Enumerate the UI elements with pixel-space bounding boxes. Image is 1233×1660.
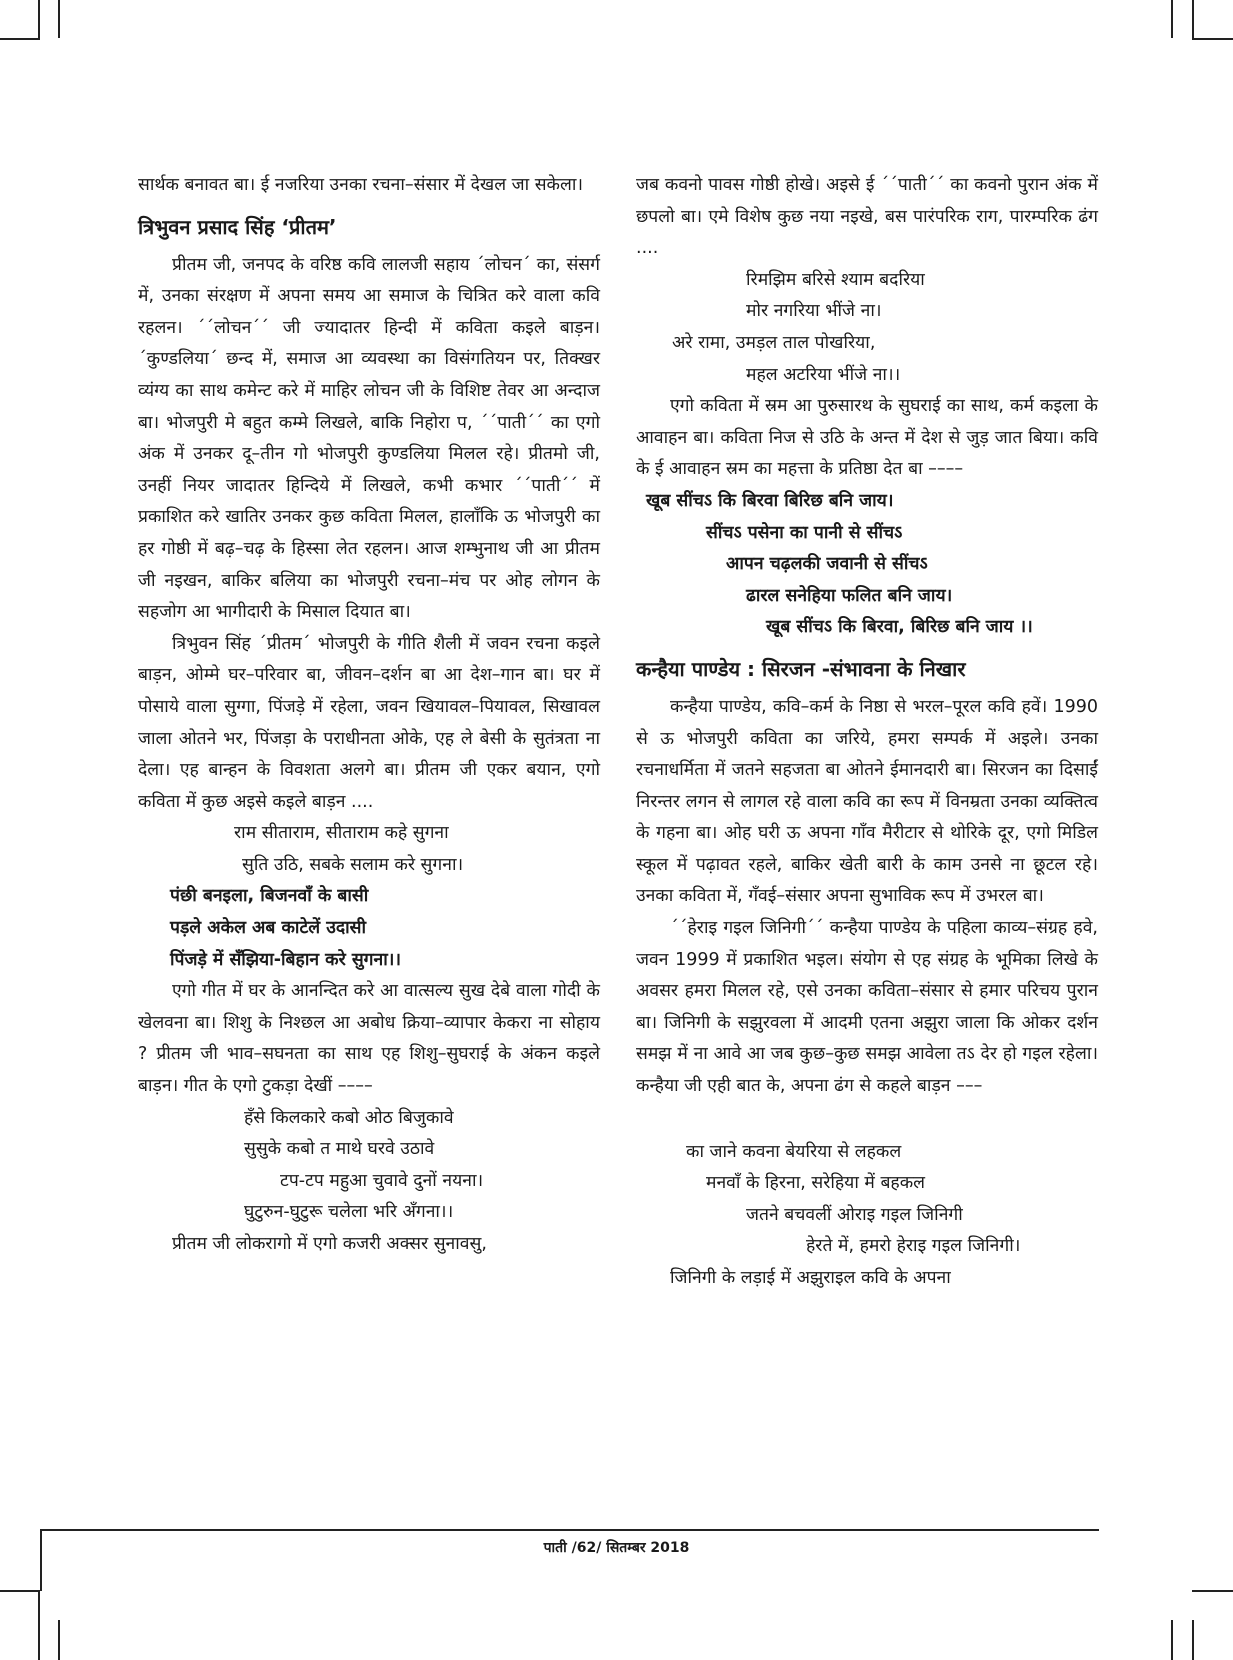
paragraph: त्रिभुवन सिंह ´प्रीतम´ भोजपुरी के गीति शैली में जवन रचना कइले बाड़न, ओम्मे घर–परिवार बा, जीवन–दर्शन बा आ देश–गान बा। घर में पोसाये वाला सुग्गा, पिंजड़े में रहेला, जवन खियावल–पियावल, सिखावल जाला ओतने भर, पिंजड़ा के पराधीनता ओके, एह ले बेसी के सुतंत्रता ना देला। एह बान्हन के विवशता अलगे बा। प्रीतम जी एकर बयान, एगो कविता में कुछ अइसे कइले बाड़न ....: [138, 633, 600, 812]
verse-line: ढारल सनेहिया फलित बनि जाय।: [746, 585, 953, 606]
verse-line: सींचऽ पसेना का पानी से सींचऽ: [706, 522, 903, 543]
verse-line: आपन चढ़लकी जवानी से सींचऽ: [726, 554, 928, 575]
crop-mark: [0, 38, 40, 40]
verse-line: टप-टप महुआ चुवावे दुनों नयना।: [280, 1170, 484, 1191]
verse-line: मोर नगरिया भींजे ना।: [746, 301, 882, 322]
verse-line: मनवाँ के हिरना, सरेहिया में बहकल: [706, 1173, 926, 1194]
section-heading: त्रिभुवन प्रसाद सिंह ‘प्रीतम’: [138, 214, 337, 239]
verse-line: हँसे किलकारे कबो ओठ बिजुकावे: [244, 1107, 454, 1128]
left-column: [138, 170, 600, 1261]
page-footer: पाती /62/ सितम्बर 2018: [543, 1540, 690, 1556]
paragraph: जिनिगी के लड़ाई में अझुराइल कवि के अपना: [670, 1268, 951, 1288]
crop-mark: [58, 0, 60, 38]
verse-line: पंछी बनइला, बिजनवाँ के बासी: [170, 886, 369, 907]
verse-line: रिमझिम बरिसे श्याम बदरिया: [746, 269, 925, 290]
paragraph: कन्हैया पाण्डेय, कवि–कर्म के निष्ठा से भरल–पूरल कवि हवें। 1990 से ऊ भोजपुरी कविता का जरिये, हमरा सम्पर्क में अइले। उनका रचनाधर्मिता में जतने सहजता बा ओतने ईमानदारी बा। सिरजन का दिसाईं निरन्तर लगन से लागल रहे वाला कवि का रूप में विनम्रता उनका व्यक्तित्व के गहना बा। ओह घरी ऊ अपना गाँव मैरीटार से थोरिके दूर, एगो मिडिल स्कूल में पढ़ावत रहले, बाकिर खेती बारी के काम उनसे ना छूटल रहे। उनका कविता में, गँवई–संसार अपना सुभाविक रूप में उभरल बा।: [636, 696, 1098, 907]
verse-line: का जाने कवना बेयरिया से लहकल: [686, 1141, 902, 1162]
verse-line: खूब सींचऽ कि बिरवा, बिरिछ बनि जाय ।।: [766, 617, 1033, 638]
paragraph: एगो गीत में घर के आनन्दित करे आ वात्सल्य सुख देबे वाला गोदी के खेलवना बा। शिशु के निश्छल आ अबोध क्रिया–व्यापार केकरा ना सोहाय ? प्रीतम जी भाव–सघनता का साथ एह शिशु–सुघराई के अंकन कइले बाड़न। गीत के एगो टुकड़ा देखीं ––––: [138, 981, 600, 1097]
crop-mark: [1192, 38, 1233, 40]
verse-line: सुसुके कबो त माथे घरवे उठावे: [244, 1139, 435, 1160]
paragraph: एगो कविता में स्रम आ पुरुसारथ के सुघराई का साथ, कर्म कइला के आवाहन बा। कविता निज से उठि के अन्त में देश से जुड़ जात बिया। कवि के ई आवाहन स्रम का महत्ता के प्रतिष्ठा देत बा ––––: [636, 396, 1098, 480]
paragraph: प्रीतम जी, जनपद के वरिष्ठ कवि लालजी सहाय ´लोचन´ का, संसर्ग में, उनका संरक्षण में अपना समय आ समाज के चित्रित करे वाला कवि रहलन। ´´लोचन´´ जी ज्यादातर हिन्दी में कविता कइले बाड़न। ´कुण्डलिया´ छन्द में, समाज आ व्यवस्था का विसंगतियन पर, तिक्खर व्यंग्य का साथ कमेन्ट करे में माहिर लोचन जी के विशिष्ट तेवर आ अन्दाज बा। भोजपुरी मे बहुत कम्मे लिखले, बाकि निहोरा प, ´´पाती´´ का एगो अंक में उनकर दू–तीन गो भोजपुरी कुण्डलिया मिलल रहे। प्रीतमो जी, उनहीं नियर जादातर हिन्दिये में लिखले, कभी कभार ´´पाती´´ में प्रकाशित करे खातिर उनकर कुछ कविता मिलल, हालाँकि ऊ भोजपुरी का हर गोष्ठी में बढ़–चढ़ के हिस्सा लेत रहलन। आज शम्भुनाथ जी आ प्रीतम जी नइखन, बाकिर बलिया का भोजपुरी रचना–मंच पर ओह लोगन के सहजोग आ भागीदारी के मिसाल दियात बा।: [138, 254, 600, 623]
crop-mark: [1192, 0, 1194, 38]
crop-mark: [38, 0, 40, 38]
verse-line: घुटुरुन-घुटुरू चलेला भरि अँगना।।: [244, 1202, 454, 1223]
verse-line: पिंजड़े में सँझिया-बिहान करे सुगना।।: [170, 949, 402, 970]
crop-mark: [1171, 1620, 1173, 1660]
crop-mark: [1171, 0, 1173, 38]
paragraph: प्रीतम जी लोकरागो में एगो कजरी अक्सर सुनावसु,: [172, 1234, 487, 1254]
paragraph: सार्थक बनावत बा। ई नजरिया उनका रचना–संसार में देखल जा सकेला।: [138, 175, 584, 195]
paragraph: जब कवनो पावस गोष्ठी होखे। अइसे ई ´´पाती´´ का कवनो पुरान अंक में छपलो बा। एमे विशेष कुछ नया नइखे, बस पारंपरिक राग, पारम्परिक ढंग ....: [636, 175, 1098, 259]
verse-line: पड़ले अकेल अब काटेलें उदासी: [170, 918, 367, 939]
verse-line: राम सीताराम, सीताराम कहे सुगना: [234, 823, 449, 844]
paragraph: ´´हेराइ गइल जिनिगी´´ कन्हैया पाण्डेय के पहिला काव्य–संग्रह हवे, जवन 1999 में प्रकाशित भइल। संयोग से एह संग्रह के भूमिका लिखे के अवसर हमरा मिलल रहे, एसे उनका कविता–संसार से हमार परिचय पुरान बा। जिनिगी के सझुरवला में आदमी एतना अझुरा जाला कि ओकर दर्शन समझ में ना आवे आ जब कुछ–कुछ समझ आवेला तऽ देर हो गइल रहेला। कन्हैया जी एही बात के, अपना ढंग से कहले बाड़न –––: [636, 918, 1098, 1097]
right-column: [636, 170, 1098, 1295]
corner-box-line: [40, 1529, 140, 1531]
crop-mark: [1192, 1620, 1194, 1660]
verse-line: महल अटरिया भींजे ना।।: [746, 364, 901, 385]
verse-line: खूब सींचऽ कि बिरवा बिरिछ बनि जाय।: [646, 490, 894, 511]
crop-mark: [0, 1590, 40, 1592]
crop-mark: [58, 1620, 60, 1660]
verse-line: हेरते में, हमरो हेराइ गइल जिनिगी।: [806, 1236, 1021, 1257]
crop-mark: [1192, 1590, 1233, 1592]
crop-mark: [38, 1590, 40, 1660]
footer-rule: [135, 1529, 1099, 1531]
section-heading: कन्हैया पाण्डेय : सिरजन -संभावना के निखार: [636, 656, 966, 681]
verse-line: जतने बचवलीं ओराइ गइल जिनिगी: [746, 1204, 963, 1225]
spacer: [636, 1103, 1098, 1137]
verse-line: सुति उठि, सबके सलाम करे सुगना।: [242, 854, 464, 875]
verse-line: अरे रामा, उमड़ल ताल पोखरिया,: [672, 332, 876, 353]
